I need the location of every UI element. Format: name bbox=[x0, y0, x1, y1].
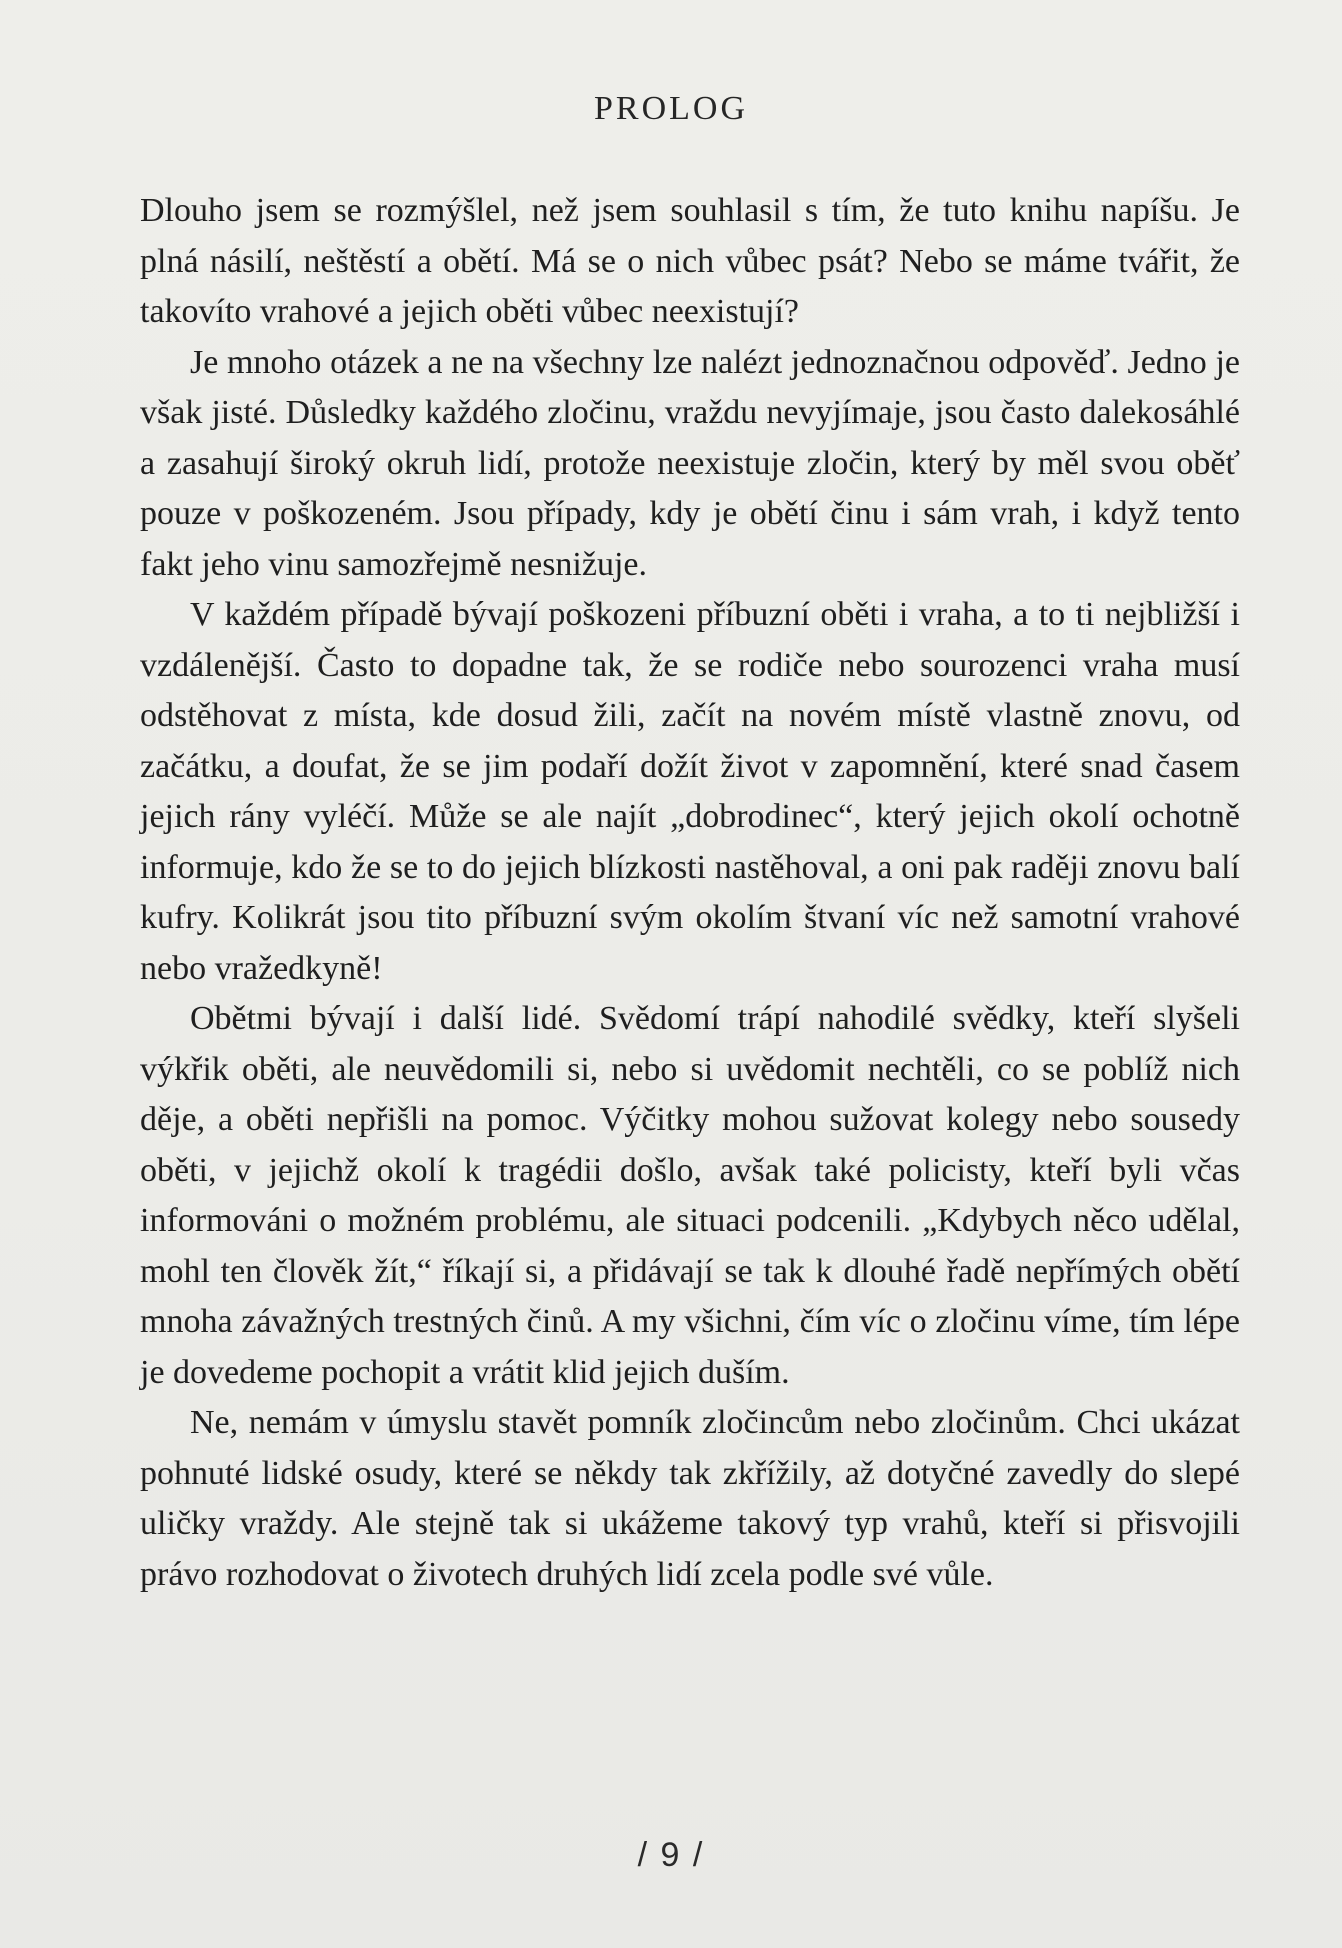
text-body bbox=[140, 186, 1240, 1600]
page-number: / 9 / bbox=[637, 1836, 705, 1874]
paragraph-1: Dlouho jsem se rozmýšlel, než jsem souhlasil s tím, že tuto knihu napíšu. Je plná násilí, neštěstí a obětí. Má se o nich vůbec psát? Nebo se máme tvářit, že takovíto vrahové a jejich oběti vůbec neexistují? bbox=[140, 192, 1240, 330]
paragraph-3: V každém případě bývají poškozeni příbuzní oběti i vraha, a to ti nejbližší i vzdálenější. Často to dopadne tak, že se rodiče nebo sourozenci vraha musí odstěhovat z místa, kde dosud žili, začít na novém místě vlastně znovu, od začátku, a doufat, že se jim podaří dožít život v zapomnění, které snad časem jejich rány vyléčí. Může se ale najít „dobrodinec“, který jejich okolí ochotně informuje, kdo že se to do jejich blízkosti nastěhoval, a oni pak raději znovu balí kufry. Kolikrát jsou tito příbuzní svým okolím štvaní víc než samotní vrahové nebo vražedkyně! bbox=[140, 596, 1240, 987]
chapter-title: PROLOG bbox=[593, 90, 749, 127]
paragraph-4: Obětmi bývají i další lidé. Svědomí trápí nahodilé svědky, kteří slyšeli výkřik oběti, ale neuvědomili si, nebo si uvědomit nechtěli, co se poblíž nich děje, a oběti nepřišli na pomoc. Výčitky mohou sužovat kolegy nebo sousedy oběti, v jejichž okolí k tragédii došlo, avšak také policisty, kteří byli včas informováni o možném problému, ale situaci podcenili. „Kdybych něco udělal, mohl ten člověk žít,“ říkají si, a přidávají se tak k dlouhé řadě nepřímých obětí mnoha závažných trestných činů. A my všichni, čím víc o zločinu víme, tím lépe je dovedeme pochopit a vrátit klid jejich duším. bbox=[140, 1000, 1240, 1391]
paragraph-5: Ne, nemám v úmyslu stavět pomník zločincům nebo zločinům. Chci ukázat pohnuté lidské osudy, které se někdy tak zkřížily, až dotyčné zavedly do slepé uličky vraždy. Ale stejně tak si ukážeme takový typ vrahů, kteří si přisvojili právo rozhodovat o životech druhých lidí zcela podle své vůle. bbox=[140, 1404, 1240, 1593]
paragraph-2: Je mnoho otázek a ne na všechny lze nalézt jednoznačnou odpověď. Jedno je však jisté. Důsledky každého zločinu, vraždu nevyjímaje, jsou často dalekosáhlé a zasahují široký okruh lidí, protože neexistuje zločin, který by měl svou oběť pouze v poškozeném. Jsou případy, kdy je obětí činu i sám vrah, i když tento fakt jeho vinu samozřejmě nesnižuje. bbox=[140, 343, 1240, 583]
